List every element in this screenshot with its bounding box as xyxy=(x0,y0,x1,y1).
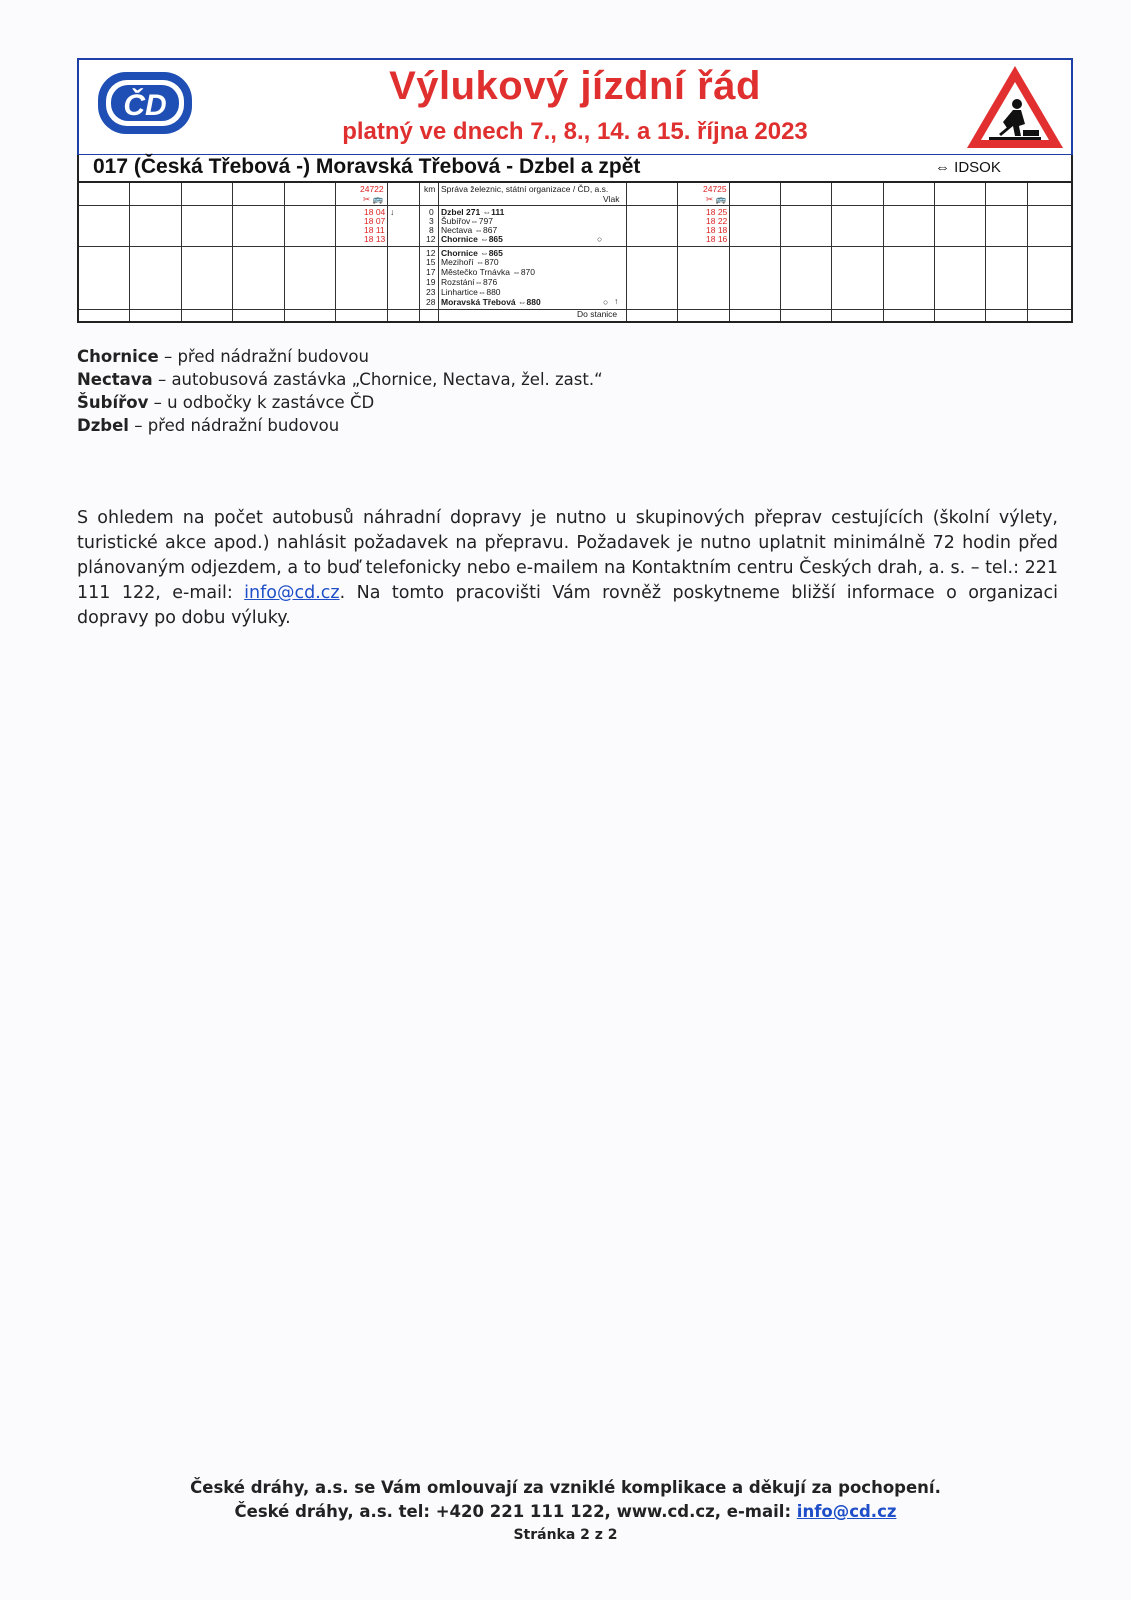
validity-dates: platný ve dnech 7., 8., 14. a 15. října 2023 xyxy=(342,118,808,145)
stop-name: Chornice ⇔865 xyxy=(441,248,503,258)
stop-km: 12 xyxy=(426,248,436,258)
timetable-grid xyxy=(77,183,1073,323)
stop-time-right: 18 18 xyxy=(706,225,728,235)
idsok-label: ⇔ IDSOK xyxy=(935,159,1001,176)
stop-time-right: 18 16 xyxy=(706,234,728,244)
note-place: Dzbel xyxy=(77,416,129,435)
stop-name: Moravská Třebová ⇔880 xyxy=(441,297,541,307)
stop-name: Nectava ⇔867 xyxy=(441,225,498,235)
note-line xyxy=(77,391,777,414)
stop-name: Šubířov⇔797 xyxy=(441,216,493,226)
timetable-header xyxy=(77,58,1073,156)
stop-time-left: 18 11 xyxy=(364,225,385,235)
contact-text: České dráhy, a.s. tel: +420 221 111 122, www.cd.cz, e-mail: xyxy=(234,1502,797,1521)
apology-line: České dráhy, a.s. se Vám omlouvají za vzniklé komplikace a děkují za pochopení. xyxy=(190,1478,941,1497)
stop-location-notes xyxy=(77,345,777,437)
stop-km: 12 xyxy=(426,234,436,244)
contact-line xyxy=(0,1500,1131,1524)
train-number-right: 24725 xyxy=(703,184,727,194)
stop-time-left: 18 07 xyxy=(364,216,386,226)
svg-text:ČD: ČD xyxy=(123,89,167,122)
route-name: 017 (Česká Třebová -) Moravská Třebová - Dzbel a zpět xyxy=(93,155,641,178)
stop-name: Chornice ⇔865 xyxy=(441,234,503,244)
note-place: Šubířov xyxy=(77,393,149,412)
train-icons-right: ✂ 🚌 xyxy=(706,194,727,204)
do-stanice-label: Do stanice xyxy=(577,309,618,319)
stop-km: 0 xyxy=(429,207,434,217)
stop-name: Městečko Trnávka ⇔870 xyxy=(441,267,536,277)
stop-time-left: 18 13 xyxy=(364,234,386,244)
page-title: Výlukový jízdní řád xyxy=(389,64,761,108)
stop-km: 3 xyxy=(429,216,434,226)
stop-time-right: 18 22 xyxy=(706,216,728,226)
stop-km: 15 xyxy=(426,257,436,267)
group-travel-info xyxy=(77,506,1058,631)
circle-icon: ○ xyxy=(603,297,609,307)
note-text: – u odbočky k zastávce ČD xyxy=(148,393,375,412)
km-header: km xyxy=(424,184,436,194)
page-footer xyxy=(0,1476,1131,1546)
stop-km: 19 xyxy=(426,277,436,287)
route-line xyxy=(77,155,1073,183)
roadworks-warning-icon xyxy=(963,62,1067,154)
note-text: – autobusová zastávka „Chornice, Nectava, žel. zast.“ xyxy=(152,370,603,389)
stop-name: Dzbel 271 ⇔111 xyxy=(441,207,505,217)
page-number: Stránka 2 z 2 xyxy=(513,1527,618,1543)
stop-km: 17 xyxy=(426,267,436,277)
note-line xyxy=(77,368,777,391)
note-line xyxy=(77,345,777,368)
email-link[interactable]: info@cd.cz xyxy=(244,583,340,603)
stop-name: Mezihoří ⇔870 xyxy=(441,257,499,267)
stop-time-right: 18 25 xyxy=(706,207,728,217)
operator-label: Správa železnic, státní organizace / ČD, a.s. xyxy=(441,184,609,194)
arrow-down-icon: ↓ xyxy=(390,207,395,217)
stop-time-left: 18 04 xyxy=(364,207,386,217)
info-text-end: . Na tomto pracovišti Vám rovněž poskytneme bližší informace o organizaci dopravy po dobu výluky. xyxy=(77,583,1058,628)
arrow-up-icon: ↑ xyxy=(614,296,619,306)
note-line xyxy=(77,414,777,437)
circle-icon: ○ xyxy=(597,234,603,244)
train-number-left: 24722 xyxy=(360,184,384,194)
train-icons-left: ✂ 🚌 xyxy=(363,194,384,204)
info-text: S ohledem na počet autobusů náhradní dopravy je nutno u skupinových přeprav cestujících (školní výlety, turistické akce apod.) nahlásit požadavek na přepravu. Požadavek je nutno uplatnit minimálně 72 hodin před plánovaným odjezdem, a to buď telefonicky nebo e-mailem na Kontaktním centru Českých drah, a. s. – tel.: 221 111 122, e-mail: xyxy=(77,508,1058,603)
note-text: – před nádražní budovou xyxy=(158,347,369,366)
stop-name: Rozstání⇔876 xyxy=(441,277,498,287)
vlak-label: Vlak xyxy=(603,194,620,204)
stop-km: 23 xyxy=(426,287,436,297)
note-place: Nectava xyxy=(77,370,153,389)
note-place: Chornice xyxy=(77,347,159,366)
stop-km: 8 xyxy=(429,225,434,235)
note-text: – před nádražní budovou xyxy=(128,416,340,435)
footer-email-link[interactable]: info@cd.cz xyxy=(796,1502,897,1521)
stop-km: 28 xyxy=(426,297,436,307)
stop-name: Linhartice⇔880 xyxy=(441,287,501,297)
